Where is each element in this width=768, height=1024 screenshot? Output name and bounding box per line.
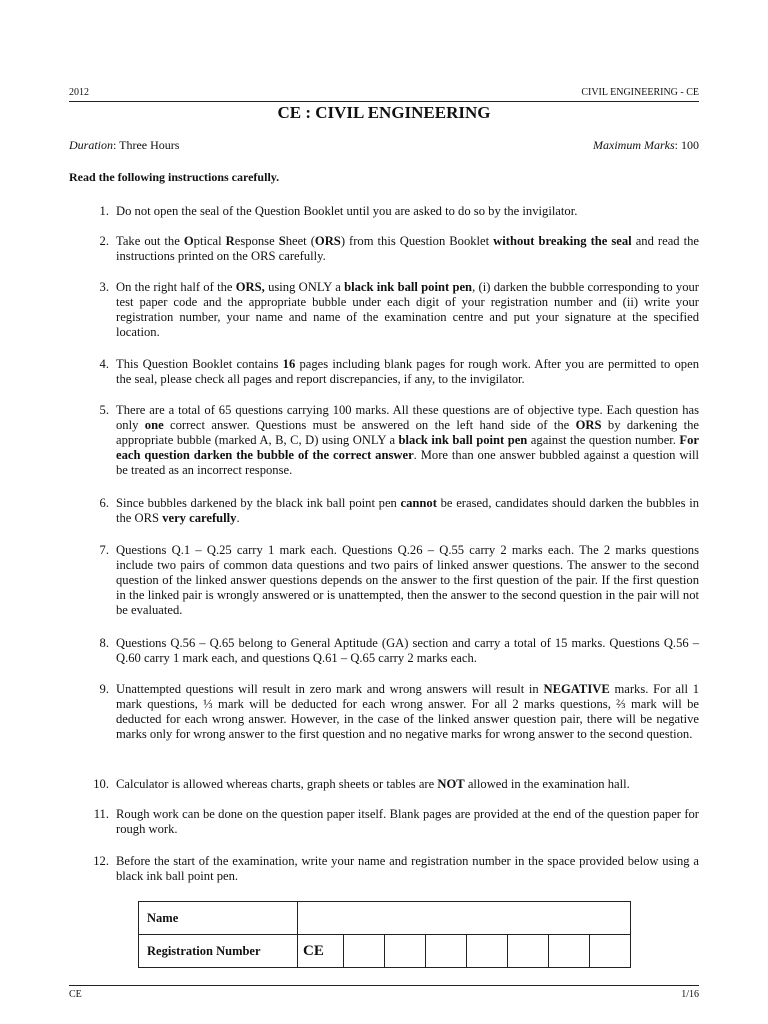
duration-value: : Three Hours xyxy=(113,138,180,152)
item-text: Rough work can be done on the question paper itself. Blank pages are provided at the end of the question paper for rough work. xyxy=(116,807,699,836)
registration-digit-box[interactable] xyxy=(426,935,467,968)
instruction-9 xyxy=(89,682,699,742)
item-text: Questions Q.1 – Q.25 carry 1 mark each. Questions Q.26 – Q.55 carry 2 marks each. The 2 marks questions include two pairs of common data questions and two pairs of linked answer questions. The answer to the second question of the linked answer questions depends on the answer to the first question of the pair. If the first question in the linked pair is wrongly answered or is unattempted, then the answer to the second question in the pair will not be evaluated. xyxy=(116,543,699,617)
item-text: On the right half of the ORS, using ONLY a black ink ball point pen, (i) darken the bubble corresponding to your test paper code and the appropriate bubble under each digit of your registration number and (ii) write your registration number, your name and name of the examination centre and put your signature at the specified location. xyxy=(116,280,699,339)
marks-label: Maximum Marks xyxy=(593,138,675,152)
instruction-7 xyxy=(89,543,699,618)
item-number: 4. xyxy=(99,357,109,371)
name-row xyxy=(139,902,631,935)
footer-code: CE xyxy=(69,989,82,1000)
registration-digit-box[interactable] xyxy=(508,935,549,968)
candidate-details-form xyxy=(138,901,631,968)
instructions-heading: Read the following instructions carefully. xyxy=(69,170,280,184)
exam-year: 2012 xyxy=(69,87,89,98)
page-number: 1/16 xyxy=(681,989,699,1000)
item-number: 12. xyxy=(93,854,109,868)
paper-header-name: CIVIL ENGINEERING - CE xyxy=(581,87,699,98)
item-text: Questions Q.56 – Q.65 belong to General Aptitude (GA) section and carry a total of 15 marks. Questions Q.56 – Q.60 carry 1 mark each, and questions Q.61 – Q.65 carry 2 marks each. xyxy=(116,636,699,665)
item-number: 6. xyxy=(99,496,109,510)
item-text: Before the start of the examination, write your name and registration number in the space provided below using a black ink ball point pen. xyxy=(116,854,699,883)
item-text: Calculator is allowed whereas charts, graph sheets or tables are NOT allowed in the examination hall. xyxy=(116,777,630,791)
item-number: 2. xyxy=(99,234,109,248)
registration-digit-box[interactable] xyxy=(467,935,508,968)
registration-digit-box[interactable] xyxy=(385,935,426,968)
registration-label: Registration Number xyxy=(139,935,298,968)
maximum-marks xyxy=(593,138,699,153)
registration-digit-box[interactable] xyxy=(344,935,385,968)
item-text: Since bubbles darkened by the black ink ball point pen cannot be erased, candidates should darken the bubbles in the ORS very carefully. xyxy=(116,496,700,525)
item-number: 1. xyxy=(99,204,109,218)
marks-value: : 100 xyxy=(674,138,699,152)
item-number: 11. xyxy=(93,807,109,821)
instruction-8 xyxy=(89,636,699,666)
item-text: This Question Booklet contains 16 pages including blank pages for rough work. After you are permitted to open the seal, please check all pages and report discrepancies, if any, to the invigilator. xyxy=(116,357,699,386)
instruction-4 xyxy=(89,357,699,387)
item-text: There are a total of 65 questions carrying 100 marks. All these questions are of objective type. Each question has only one correct answer. Questions must be answered on the left hand side of the ORS by darkening the appropriate bubble (marked A, B, C, D) using ONLY a black ink ball point pen against the question number. For each question darken the bubble of the correct answer. More than one answer bubbled against a question will be treated as an incorrect response. xyxy=(116,403,700,477)
instruction-6 xyxy=(89,496,699,526)
name-label: Name xyxy=(139,902,298,935)
item-number: 10. xyxy=(93,777,109,791)
item-number: 3. xyxy=(99,280,109,294)
instruction-10 xyxy=(89,777,699,792)
item-number: 7. xyxy=(99,543,109,557)
instruction-11 xyxy=(89,807,699,837)
instruction-3 xyxy=(89,280,699,340)
item-text: Take out the Optical Response Sheet (ORS) from this Question Booklet without breaking the seal and read the instructions printed on the ORS carefully. xyxy=(116,234,699,263)
instruction-1 xyxy=(89,204,699,219)
page-header xyxy=(69,87,699,102)
page-footer xyxy=(69,985,699,1000)
registration-row xyxy=(139,935,631,968)
item-number: 5. xyxy=(99,403,109,417)
registration-digit-box[interactable] xyxy=(549,935,590,968)
item-text: Do not open the seal of the Question Booklet until you are asked to do so by the invigilator. xyxy=(116,204,578,218)
item-number: 9. xyxy=(99,682,109,696)
registration-prefix: CE xyxy=(298,935,344,968)
instruction-12 xyxy=(89,854,699,884)
registration-digit-box[interactable] xyxy=(590,935,631,968)
duration-label: Duration xyxy=(69,138,114,152)
duration xyxy=(69,138,179,153)
page-title: CE : CIVIL ENGINEERING xyxy=(277,103,491,122)
instruction-2 xyxy=(89,234,699,264)
item-number: 8. xyxy=(99,636,109,650)
name-field[interactable] xyxy=(298,902,631,935)
instruction-5 xyxy=(89,403,699,478)
item-text: Unattempted questions will result in zero mark and wrong answers will result in NEGATIVE marks. For all 1 mark questions, ⅓ mark will be deducted for each wrong answer. For all 2 marks questions, ⅔ mark will be deducted for each wrong answer. However, in the case of the linked answer question pair, there will be negative marks only for wrong answer to the first question and no negative marks for wrong answer to the second question. xyxy=(116,682,700,741)
